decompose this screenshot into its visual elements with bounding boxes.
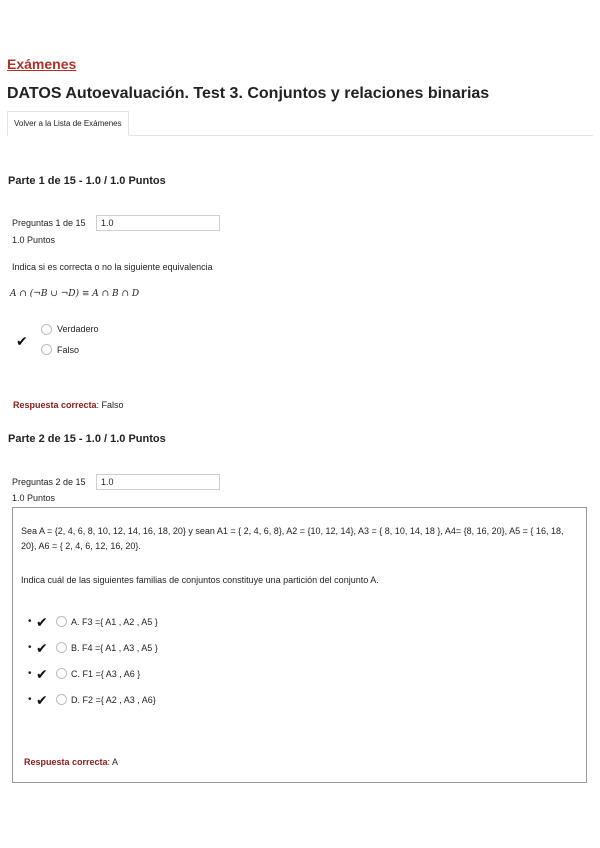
- part-2-header: Parte 2 de 15 - 1.0 / 1.0 Puntos: [8, 433, 166, 445]
- question-2-correct-answer: [24, 757, 118, 767]
- option-a-radio[interactable]: [56, 616, 67, 627]
- tab-bar: [7, 111, 593, 136]
- list-bullet: •: [28, 616, 32, 627]
- page-title: DATOS Autoevaluación. Test 3. Conjuntos y relaciones binarias: [7, 85, 490, 102]
- list-bullet: •: [28, 668, 32, 679]
- question-1-prompt: Indica si es correcta o no la siguiente equivalencia: [12, 262, 213, 272]
- correct-check-icon: ✔: [36, 666, 48, 682]
- correct-answer-value: : Falso: [96, 400, 124, 410]
- question-2-score-input[interactable]: [96, 474, 220, 490]
- question-2-points: 1.0 Puntos: [12, 493, 56, 503]
- question-2-label: Preguntas 2 de 15: [12, 477, 86, 487]
- correct-answer-label: Respuesta correcta: [13, 400, 97, 410]
- list-bullet: •: [28, 642, 32, 653]
- correct-check-icon: ✔: [36, 692, 48, 708]
- question-1-label: Preguntas 1 de 15: [12, 218, 86, 228]
- option-b-label: B. F4 ={ A1 , A3 , A5 }: [71, 643, 158, 653]
- correct-check-icon: ✔: [16, 333, 28, 349]
- back-to-exam-list-tab[interactable]: Volver a la Lista de Exámenes: [7, 111, 129, 136]
- list-bullet: •: [28, 694, 32, 705]
- option-verdadero-radio[interactable]: [41, 324, 52, 335]
- part-1-header: Parte 1 de 15 - 1.0 / 1.0 Puntos: [8, 175, 166, 187]
- option-c-label: C. F1 ={ A3 , A6 }: [71, 669, 141, 679]
- breadcrumb-examenes-link[interactable]: Exámenes: [7, 56, 77, 72]
- correct-check-icon: ✔: [36, 614, 48, 630]
- correct-check-icon: ✔: [36, 640, 48, 656]
- option-verdadero-label: Verdadero: [57, 324, 99, 334]
- question-1-correct-answer: [13, 400, 124, 410]
- question-2-statement: Sea A = {2, 4, 6, 8, 10, 12, 14, 16, 18, 20} y sean A1 = { 2, 4, 6, 8}, A2 = {10, 12, 14}, A3 = { 8, 10, 14, 18 }, A4= {8, 16, 20}, A5 = { 16, 18, 20}, A6 = { 2, 4, 6, 12, 16, 20}.: [21, 526, 564, 551]
- option-falso-label: Falso: [57, 345, 80, 355]
- option-a-label: A. F3 ={ A1 , A2 , A5 }: [71, 617, 158, 627]
- option-b-radio[interactable]: [56, 642, 67, 653]
- correct-answer-value: : A: [107, 757, 119, 767]
- question-1-formula: A ∩ (¬B ∪ ¬D) ≡ A ∩ B ∩ D: [10, 289, 140, 299]
- question-1-points: 1.0 Puntos: [12, 235, 56, 245]
- correct-answer-label: Respuesta correcta: [24, 757, 108, 767]
- option-d-radio[interactable]: [56, 694, 67, 705]
- question-2-prompt: Indica cuál de las siguientes familias de conjuntos constituye una partición del conjunto A.: [21, 575, 379, 585]
- option-c-radio[interactable]: [56, 668, 67, 679]
- option-falso-radio[interactable]: [41, 344, 52, 355]
- question-1-score-input[interactable]: [96, 215, 220, 231]
- option-d-label: D. F2 ={ A2 , A3 , A6}: [71, 695, 156, 705]
